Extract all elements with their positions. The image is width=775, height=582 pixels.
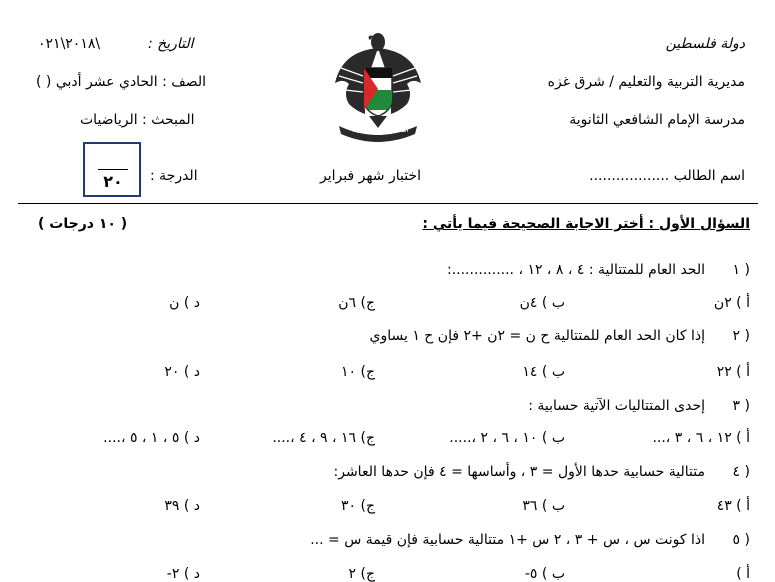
option-c[interactable]: ج) ٣٠ <box>341 498 375 514</box>
question-text: إحدى المتتاليات الآتية حسابية : <box>528 398 705 414</box>
question-text: متتالية حسابية حدها الأول = ٣ ، وأساسها = ٤ فإن حدها العاشر: <box>333 464 705 480</box>
option-a[interactable]: أ ) ٤٣ <box>716 498 750 514</box>
option-b[interactable]: ب ) ١٠ ، ٦ ، ٢ ،..... <box>449 430 565 446</box>
option-d[interactable]: د ) ٢٠ <box>164 364 200 380</box>
section-marks: ( ١٠ درجات ) <box>38 216 128 232</box>
school-name: مدرسة الإمام الشافعي الثانوية <box>569 112 745 128</box>
option-d[interactable]: د ) ن <box>169 295 200 311</box>
directorate-name: مديرية التربية والتعليم / شرق غزه <box>547 74 745 90</box>
option-d[interactable]: د ) ٢- <box>166 566 200 582</box>
option-b[interactable]: ب ) ٤ن <box>519 295 565 311</box>
grade-total: ٢٠ <box>103 172 123 191</box>
date-label: التاريخ : <box>148 36 194 52</box>
question-number: ٢ ) <box>732 328 750 344</box>
state-name: دولة فلسطين <box>665 36 745 52</box>
option-a[interactable]: أ ) ٢ن <box>713 295 750 311</box>
option-d[interactable]: د ) ٣٩ <box>164 498 200 514</box>
question-number: ٣ ) <box>732 398 750 414</box>
option-a[interactable]: أ ) ٢٢ <box>716 364 750 380</box>
header-divider <box>18 203 758 204</box>
emblem-caption: السلطة الفلسطينية <box>352 126 409 134</box>
option-a[interactable]: أ ) ١٢ ، ٦ ، ٣ ،... <box>652 430 750 446</box>
option-d[interactable]: د ) ٥ ، ١ ، ٥ ،.... <box>103 430 200 446</box>
exam-title: اختبار شهر فبراير <box>320 168 421 184</box>
question-number: ٤ ) <box>732 464 750 480</box>
question-text: اذا كونت س ، س + ٣ ، ٢ س +١ متتالية حسابية فإن قيمة س = ... <box>310 532 705 548</box>
subject-label: المبحث : الرياضيات <box>80 112 195 128</box>
option-b[interactable]: ب ) ١٤ <box>522 364 565 380</box>
option-c[interactable]: ج) ٦ن <box>338 295 375 311</box>
option-c[interactable]: ج) ٢ <box>348 566 375 582</box>
question-text: الحد العام للمتتالية : ٤ ، ٨ ، ١٢ ، ..............: <box>446 262 705 278</box>
question-text: إذا كان الحد العام للمتتالية ح ن = ٢ن +٢ فإن ح ١ يساوي <box>369 328 705 344</box>
option-b[interactable]: ب ) ٣٦ <box>522 498 565 514</box>
grade-fraction-bar <box>98 169 128 170</box>
grade-label: الدرجة : <box>150 168 198 184</box>
option-b[interactable]: ب ) ٥- <box>524 566 565 582</box>
date-value: ٢٠١٨\٠٢١\ <box>38 36 101 52</box>
option-a[interactable]: أ ) <box>736 566 750 582</box>
student-name-field: اسم الطالب .................. <box>589 168 745 184</box>
option-c[interactable]: ج) ١٦ ، ٩ ، ٤ ،.... <box>272 430 375 446</box>
section-title: السؤال الأول : أختر الاجابة الصحيحة فيما يأتي : <box>422 216 750 232</box>
option-c[interactable]: ج) ١٠ <box>341 364 375 380</box>
class-label: الصف : الحادي عشر أدبي ( ) <box>36 74 207 90</box>
question-number: ٥ ) <box>732 532 750 548</box>
question-number: ١ ) <box>732 262 750 278</box>
